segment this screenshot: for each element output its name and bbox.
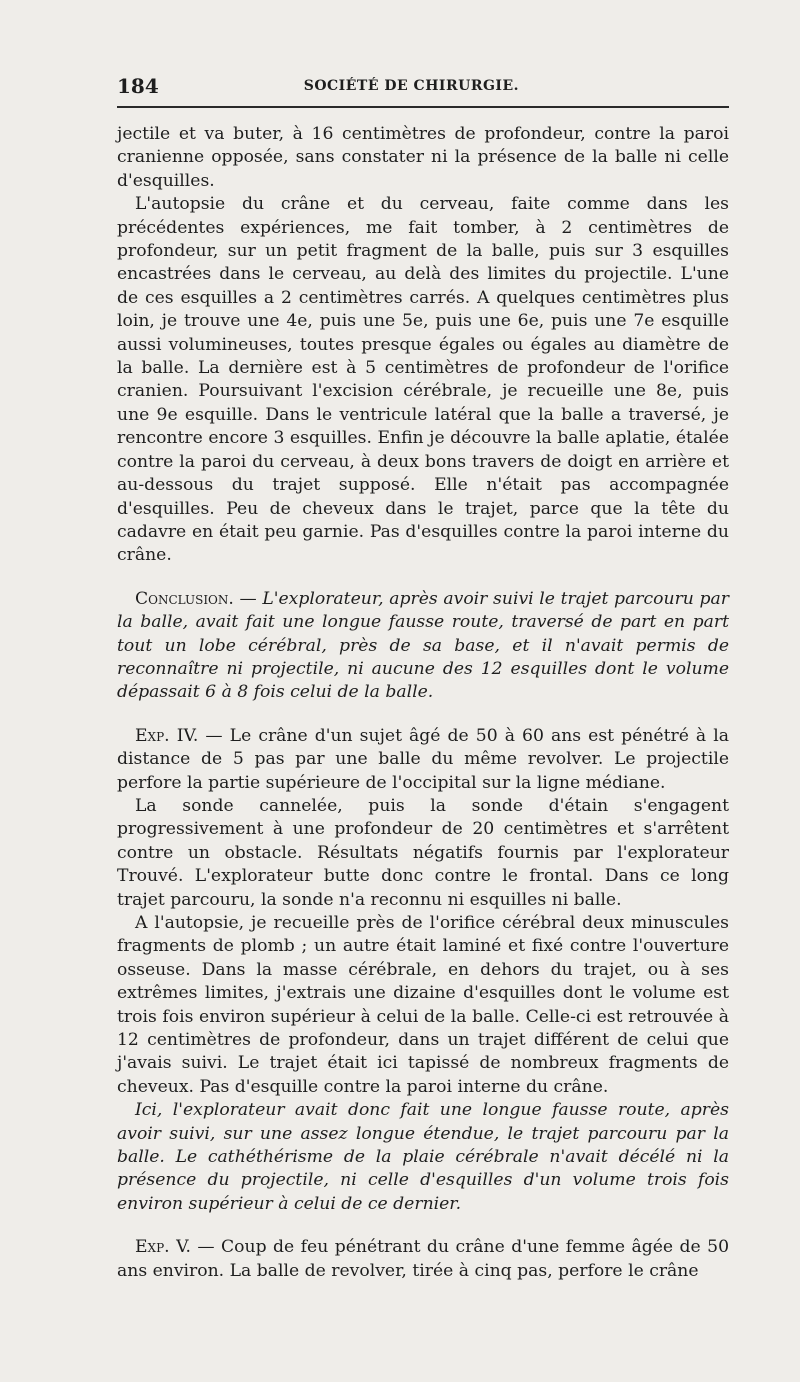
running-title: SOCIÉTÉ DE CHIRURGIE. xyxy=(303,78,519,94)
exp4-conclusion-text: Ici, l'explorateur avait donc fait une longue fausse route, après avoir suivi, sur une assez longue étendue, le trajet parcouru par la balle. Le cathéthérisme de la plaie cérébrale n'avait décélé ni la présence du projectile, ni celle d'esquilles d'un volume trois fois environ supérieur à celui de ce dernier. xyxy=(117,1100,729,1214)
paragraph-continuation: jectile et va buter, à 16 centimètres de profondeur, contre la paroi cranienne opposée, sans constater ni la présence de la balle ni celle d'esquilles. xyxy=(117,124,729,191)
body-text xyxy=(117,123,729,1283)
paragraph-probe: La sonde cannelée, puis la sonde d'étain s'engagent progressivement à une profondeur de 20 centimètres et s'arrêtent contre un obstacle. Résultats négatifs fournis par l'explorateur Trouvé. L'explorateur butte donc contre le frontal. Dans ce long trajet parcouru, la sonde n'a reconnu ni esquilles ni balle. xyxy=(117,795,729,910)
header-rule xyxy=(117,106,729,108)
paragraph-exp4-conclusion xyxy=(117,1099,729,1216)
paragraph-autopsy-2: A l'autopsie, je recueille près de l'orifice cérébral deux minuscules fragments de plomb ; un autre était laminé et fixé contre l'ouverture osseuse. Dans la masse cérébrale, en dehors du trajet, ou à ses extrêmes limites, j'extrais une dizaine d'esquilles dont le volume est trois fois environ supérieur à celui de la balle. Celle-ci est retrouvée à 12 centimètres de profondeur, dans un trajet différent de celui que j'avais suivi. Le trajet était ici tapissé de nombreux fragments de cheveux. Pas d'esquille contre la paroi interne du crâne. xyxy=(117,913,729,1097)
paragraph-conclusion xyxy=(117,588,729,705)
exp4-label: Exp. IV. xyxy=(135,725,199,746)
conclusion-label: Conclusion. xyxy=(135,588,234,609)
paragraph-exp5 xyxy=(117,1236,729,1283)
paragraph-autopsy: L'autopsie du crâne et du cerveau, faite comme dans les précédentes expériences, me fait tomber, à 2 centimètres de profondeur, sur un petit fragment de la balle, puis sur 3 esquilles encastrées dans le cerveau, au delà des limites du projectile. L'une de ces esquilles a 2 centimètres carrés. A quelques centimètres plus loin, je trouve une 4e, puis une 5e, puis une 6e, puis une 7e esquille aussi volumineuses, toutes presque égales ou égales au diamètre de la balle. La dernière est à 5 centimètres de profondeur de l'orifice cranien. Poursuivant l'excision cérébrale, je recueille une 8e, puis une 9e esquille. Dans le ventricule latéral que la balle a traversé, je rencontre encore 3 esquilles. Enfin je découvre la balle aplatie, étalée contre la paroi du cerveau, à deux bons travers de doigt en arrière et au-dessous du trajet supposé. Elle n'était pas accompagnée d'esquilles. Peu de cheveux dans le trajet, parce que la tête du cadavre en était peu garnie. Pas d'esquilles contre la paroi interne du crâne. xyxy=(117,194,729,566)
running-header xyxy=(117,72,729,100)
page-number: 184 xyxy=(117,74,159,98)
paragraph-exp4 xyxy=(117,725,729,795)
conclusion-text: L'explorateur, après avoir suivi le trajet parcouru par la balle, avait fait une longue fausse route, traversé de part en part tout un lobe cérébral, près de sa base, et il n'avait permis de reconnaître ni projectile, ni aucune des 12 esquilles dont le volume dépassait 6 à 8 fois celui de la balle. xyxy=(117,588,729,703)
conclusion-dash: — xyxy=(233,588,263,609)
exp4-text: — Le crâne d'un sujet âgé de 50 à 60 ans est pénétré à la distance de 5 pas par une balle du même revolver. Le projectile perfore la partie supérieure de l'occipital sur la ligne médiane. xyxy=(117,725,729,793)
exp5-label: Exp. V. xyxy=(135,1237,191,1258)
exp5-text: — Coup de feu pénétrant du crâne d'une femme âgée de 50 ans environ. La balle de revolver, tirée à cinq pas, perfore le crâne xyxy=(117,1237,729,1281)
